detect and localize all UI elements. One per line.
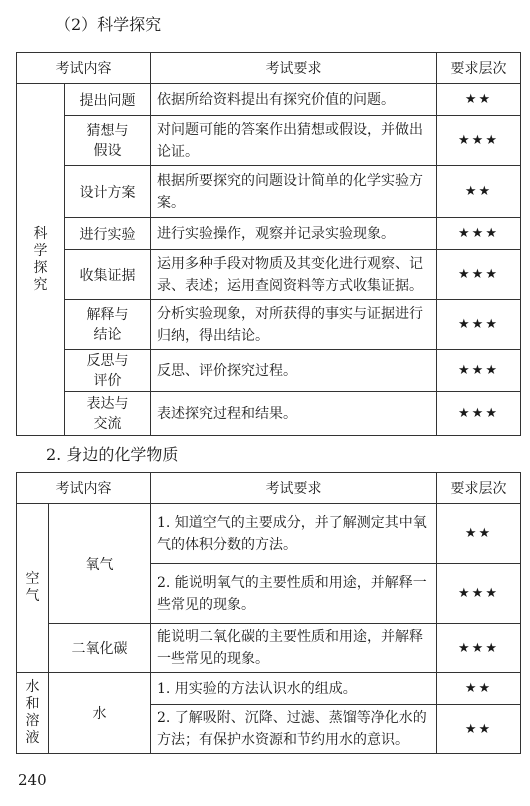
level-stars: ★★★: [437, 350, 521, 392]
category-cell: [17, 84, 65, 436]
level-stars: ★★: [437, 705, 521, 754]
item-cell: 氧气: [49, 504, 151, 624]
category-label: 科学探究: [33, 225, 48, 293]
table-header-row: [17, 53, 521, 84]
header-content: 考试内容: [17, 473, 151, 504]
table-row: [17, 84, 521, 116]
table-row: [17, 350, 521, 392]
science-inquiry-table: [16, 52, 521, 436]
requirement-cell: 对问题可能的答案作出猜想或假设，并做出论证。: [151, 116, 437, 166]
item-cell: 进行实验: [65, 218, 151, 250]
level-stars: ★★★: [437, 250, 521, 300]
header-content: 考试内容: [17, 53, 151, 84]
header-level: 要求层次: [437, 53, 521, 84]
table-row: [17, 504, 521, 564]
requirement-cell: 分析实验现象，对所获得的事实与证据进行归纳，得出结论。: [151, 300, 437, 350]
item-cell: [65, 116, 151, 166]
category-label: 空气: [25, 571, 40, 604]
level-stars: ★★★: [437, 392, 521, 436]
level-stars: ★★★: [437, 218, 521, 250]
table-row: [17, 166, 521, 218]
requirement-cell: 表述探究过程和结果。: [151, 392, 437, 436]
level-stars: ★★★: [437, 564, 521, 624]
table-header-row: [17, 473, 521, 504]
chemical-substances-table: [16, 472, 521, 754]
header-requirement: 考试要求: [151, 473, 437, 504]
item-cell: 提出问题: [65, 84, 151, 116]
item-label: 猜想与假设: [86, 122, 129, 159]
requirement-cell: 根据所要探究的问题设计简单的化学实验方案。: [151, 166, 437, 218]
level-stars: ★★: [437, 84, 521, 116]
table-row: [17, 673, 521, 705]
requirement-cell: 2. 了解吸附、沉降、过滤、蒸馏等净化水的方法；有保护水资源和节约用水的意识。: [151, 705, 437, 754]
level-stars: ★★: [437, 673, 521, 705]
item-cell: [65, 392, 151, 436]
item-cell: 水: [49, 673, 151, 754]
item-cell: [65, 350, 151, 392]
requirement-cell: 运用多种手段对物质及其变化进行观察、记录、表述；运用查阅资料等方式收集证据。: [151, 250, 437, 300]
header-level: 要求层次: [437, 473, 521, 504]
level-stars: ★★★: [437, 116, 521, 166]
item-label: 表达与交流: [86, 395, 129, 432]
table-row: [17, 300, 521, 350]
level-stars: ★★: [437, 166, 521, 218]
item-cell: 设计方案: [65, 166, 151, 218]
requirement-cell: 能说明二氧化碳的主要性质和用途，并解释一些常见的现象。: [151, 624, 437, 673]
requirement-cell: 2. 能说明氧气的主要性质和用途，并解释一些常见的现象。: [151, 564, 437, 624]
level-stars: ★★: [437, 504, 521, 564]
requirement-cell: 进行实验操作，观察并记录实验现象。: [151, 218, 437, 250]
table-row: [17, 392, 521, 436]
header-requirement: 考试要求: [151, 53, 437, 84]
requirement-cell: 反思、评价探究过程。: [151, 350, 437, 392]
section-title-chemical-substances: 2. 身边的化学物质: [46, 445, 179, 464]
category-cell: [17, 504, 49, 673]
item-label: 反思与评价: [86, 352, 129, 389]
table-row: [17, 250, 521, 300]
item-cell: 收集证据: [65, 250, 151, 300]
requirement-cell: 1. 知道空气的主要成分，并了解测定其中氧气的体积分数的方法。: [151, 504, 437, 564]
item-cell: [65, 300, 151, 350]
level-stars: ★★★: [437, 624, 521, 673]
category-cell: [17, 673, 49, 754]
page-number: 240: [18, 771, 47, 789]
requirement-cell: 1. 用实验的方法认识水的组成。: [151, 673, 437, 705]
item-label: 解释与结论: [86, 306, 129, 343]
category-label: 水和溶液: [25, 679, 40, 746]
level-stars: ★★★: [437, 300, 521, 350]
requirement-cell: 依据所给资料提出有探究价值的问题。: [151, 84, 437, 116]
table-row: [17, 116, 521, 166]
section-title-science-inquiry: （2）科学探究: [55, 15, 162, 34]
table-row: [17, 624, 521, 673]
item-cell: 二氧化碳: [49, 624, 151, 673]
table-row: [17, 218, 521, 250]
